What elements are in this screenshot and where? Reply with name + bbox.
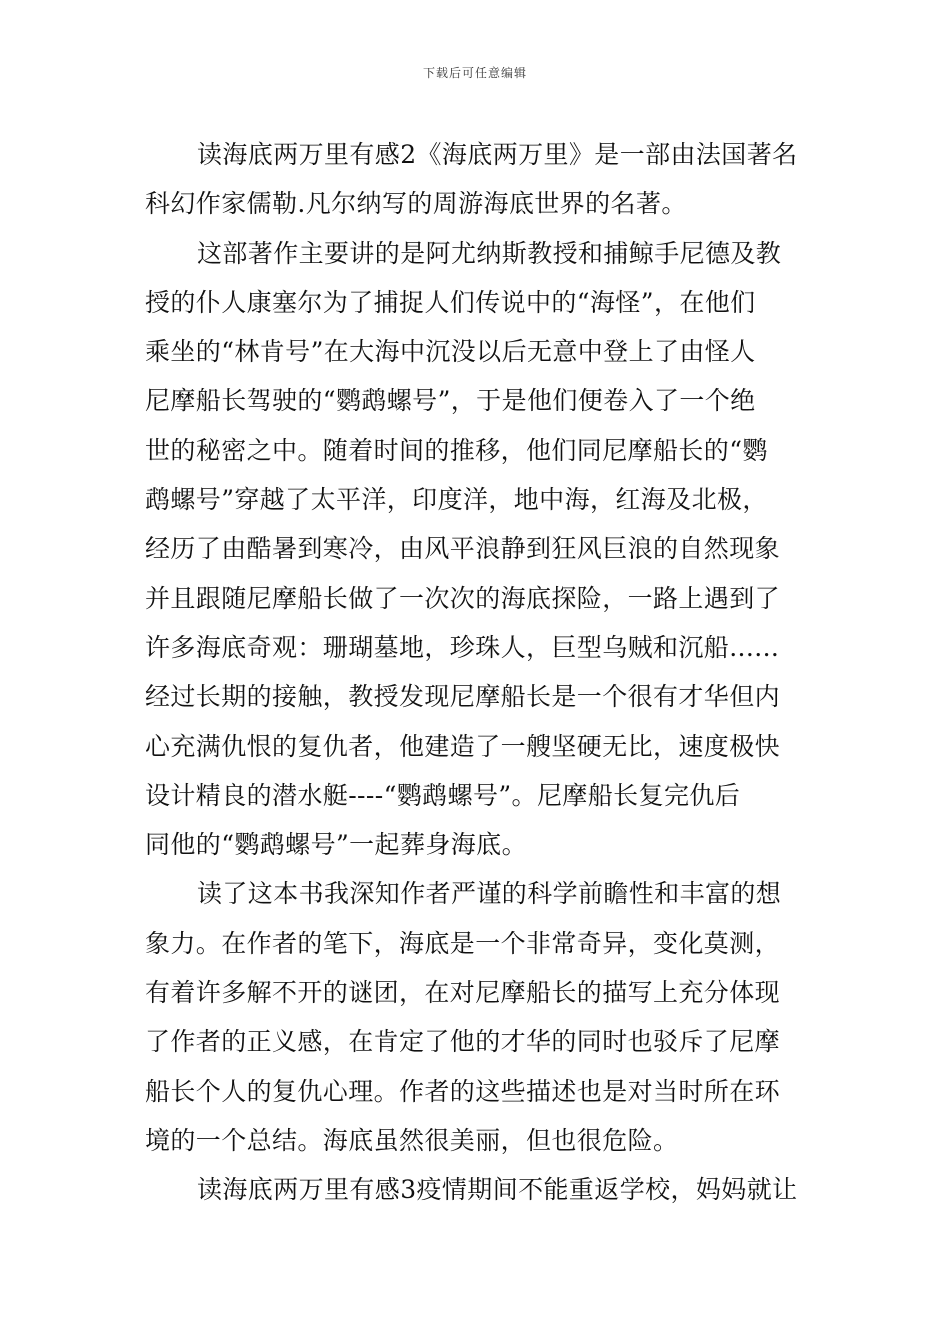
text-line: 心充满仇恨的复仇者，他建造了一艘坚硬无比，速度极快: [145, 731, 781, 761]
text-line: 许多海底奇观：珊瑚墓地，珍珠人，巨型乌贼和沉船......: [145, 632, 780, 662]
text-line: 鹉螺号”穿越了太平洋，印度洋，地中海，红海及北极，: [145, 485, 768, 515]
text-line: 并且跟随尼摩船长做了一次次的海底探险，一路上遇到了: [145, 583, 781, 613]
text-line: 船长个人的复仇心理。作者的这些描述也是对当时所在环: [145, 1076, 781, 1106]
text-line: 象力。在作者的笔下，海底是一个非常奇异，变化莫测，: [145, 928, 781, 958]
text-line: 经历了由酷暑到寒冷，由风平浪静到狂风巨浪的自然现象: [145, 534, 781, 564]
text-line: 了作者的正义感，在肯定了他的才华的同时也驳斥了尼摩: [145, 1027, 781, 1057]
text-line: 世的秘密之中。随着时间的推移，他们同尼摩船长的“鹦: [145, 435, 768, 465]
text-line: 经过长期的接触，教授发现尼摩船长是一个很有才华但内: [145, 682, 781, 712]
text-line: 乘坐的“林肯号”在大海中沉没以后无意中登上了由怪人: [145, 337, 756, 367]
text-line: 同他的“鹦鹉螺号”一起葬身海底。: [145, 830, 527, 860]
text-line: 尼摩船长驾驶的“鹦鹉螺号”，于是他们便卷入了一个绝: [145, 386, 756, 416]
page-header: 下载后可任意编辑: [422, 66, 527, 80]
text-line: 读海底两万里有感3疫情期间不能重返学校，妈妈就让: [197, 1175, 798, 1205]
text-line: 授的仆人康塞尔为了捕捉人们传说中的“海怪”，在他们: [145, 287, 756, 317]
text-line: 设计精良的潜水艇----“鹦鹉螺号”。尼摩船长复完仇后: [145, 780, 741, 810]
text-line: 这部著作主要讲的是阿尤纳斯教授和捕鲸手尼德及教: [197, 238, 782, 268]
text-line: 读海底两万里有感2《海底两万里》是一部由法国著名: [197, 140, 798, 169]
text-line: 科幻作家儒勒.凡尔纳写的周游海底世界的名著。: [145, 189, 687, 219]
document-body: [145, 130, 815, 1215]
text-line: 有着许多解不开的谜团，在对尼摩船长的描写上充分体现: [145, 978, 781, 1008]
text-line: 读了这本书我深知作者严谨的科学前瞻性和丰富的想: [197, 879, 782, 909]
text-line: 境的一个总结。海底虽然很美丽，但也很危险。: [145, 1125, 679, 1155]
